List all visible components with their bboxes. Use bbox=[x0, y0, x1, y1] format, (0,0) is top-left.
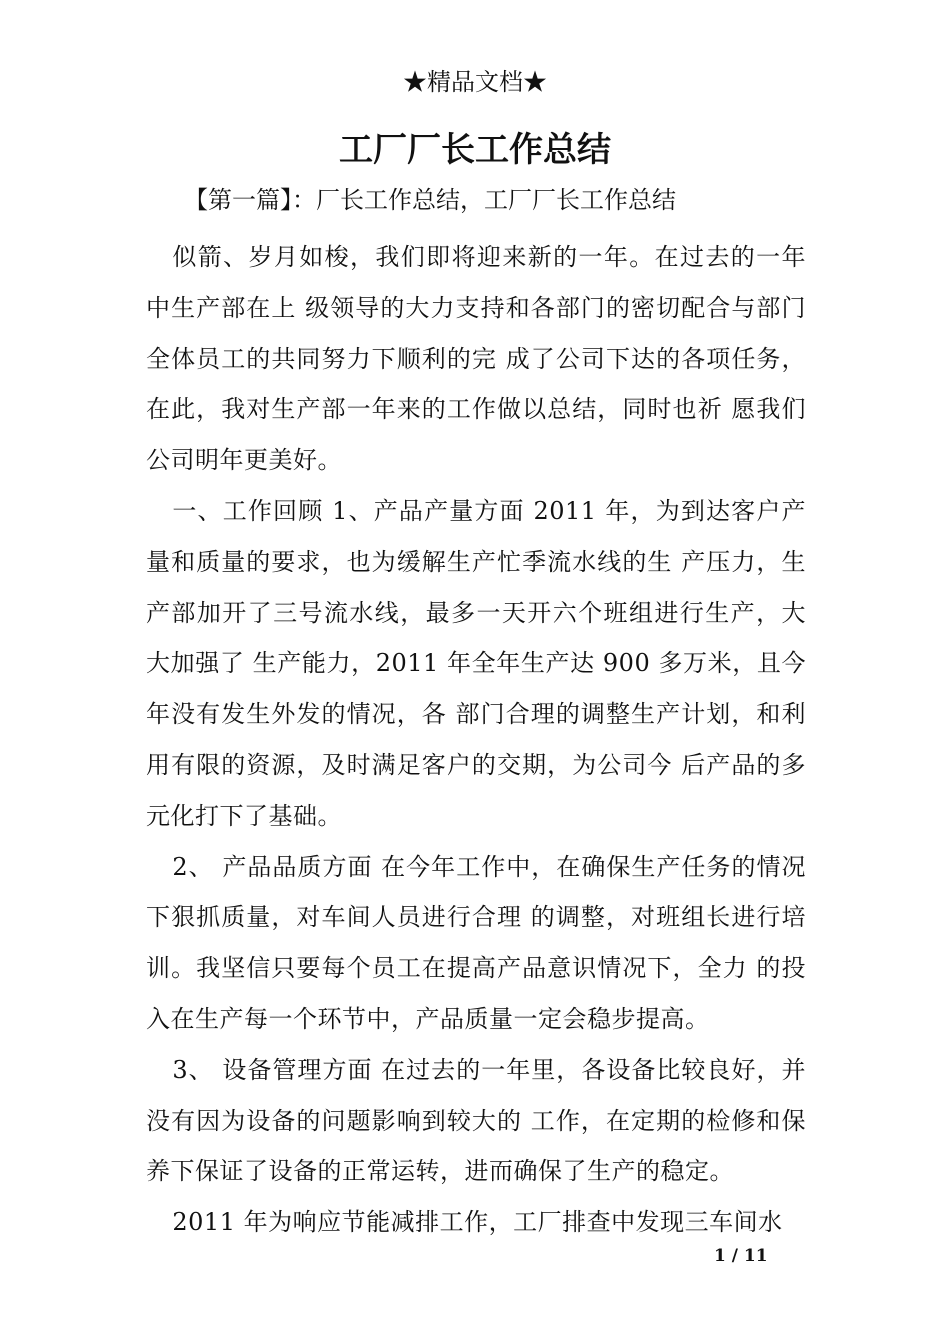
paragraph-equipment-management: 3、 设备管理方面 在过去的一年里，各设备比较良好，并没有因为设备的问题影响到较大的 工作，在定期的检修和保养下保证了设备的正常运转，进而确保了生产的稳定。 bbox=[146, 1055, 806, 1186]
page-header: ★精品文档★ bbox=[403, 68, 547, 96]
paragraph-product-quality: 2、 产品品质方面 在今年工作中，在确保生产任务的情况下狠抓质量，对车间人员进行合理 的调整，对班组长进行培训。我坚信只要每个员工在提高产品意识情况下，全力 的投入在生产每一个环节中，产品质量一定会稳步提高。 bbox=[146, 852, 806, 1033]
document-body bbox=[146, 180, 806, 1248]
document-title: 工厂厂长工作总结 bbox=[339, 130, 611, 170]
paragraph-energy-saving: 2011 年为响应节能减排工作，工厂排查中发现三车间水 bbox=[172, 1208, 783, 1237]
paragraph-intro: 似箭、岁月如梭，我们即将迎来新的一年。在过去的一年中生产部在上 级领导的大力支持和各部门的密切配合与部门全体员工的共同努力下顺利的完 成了公司下达的各项任务，在此，我对生产部一年来的工作做以总结，同时也祈 愿我们公司明年更美好。 bbox=[146, 243, 806, 475]
page-number: 1 / 11 bbox=[714, 1246, 768, 1266]
section-subtitle: 【第一篇】：厂长工作总结，工厂厂长工作总结 bbox=[184, 186, 676, 214]
paragraph-production-output: 一、工作回顾 1、产品产量方面 2011 年，为到达客户产量和质量的要求，也为缓解生产忙季流水线的生 产压力，生产部加开了三号流水线，最多一天开六个班组进行生产，大大加强了 生产能力，2011 年全年生产达 900 多万米，且今年没有发生外发的情况，各 部门合理的调整生产计划，和利用有限的资源，及时满足客户的交期，为公司今 后产品的多元化打下了基础。 bbox=[146, 496, 806, 830]
